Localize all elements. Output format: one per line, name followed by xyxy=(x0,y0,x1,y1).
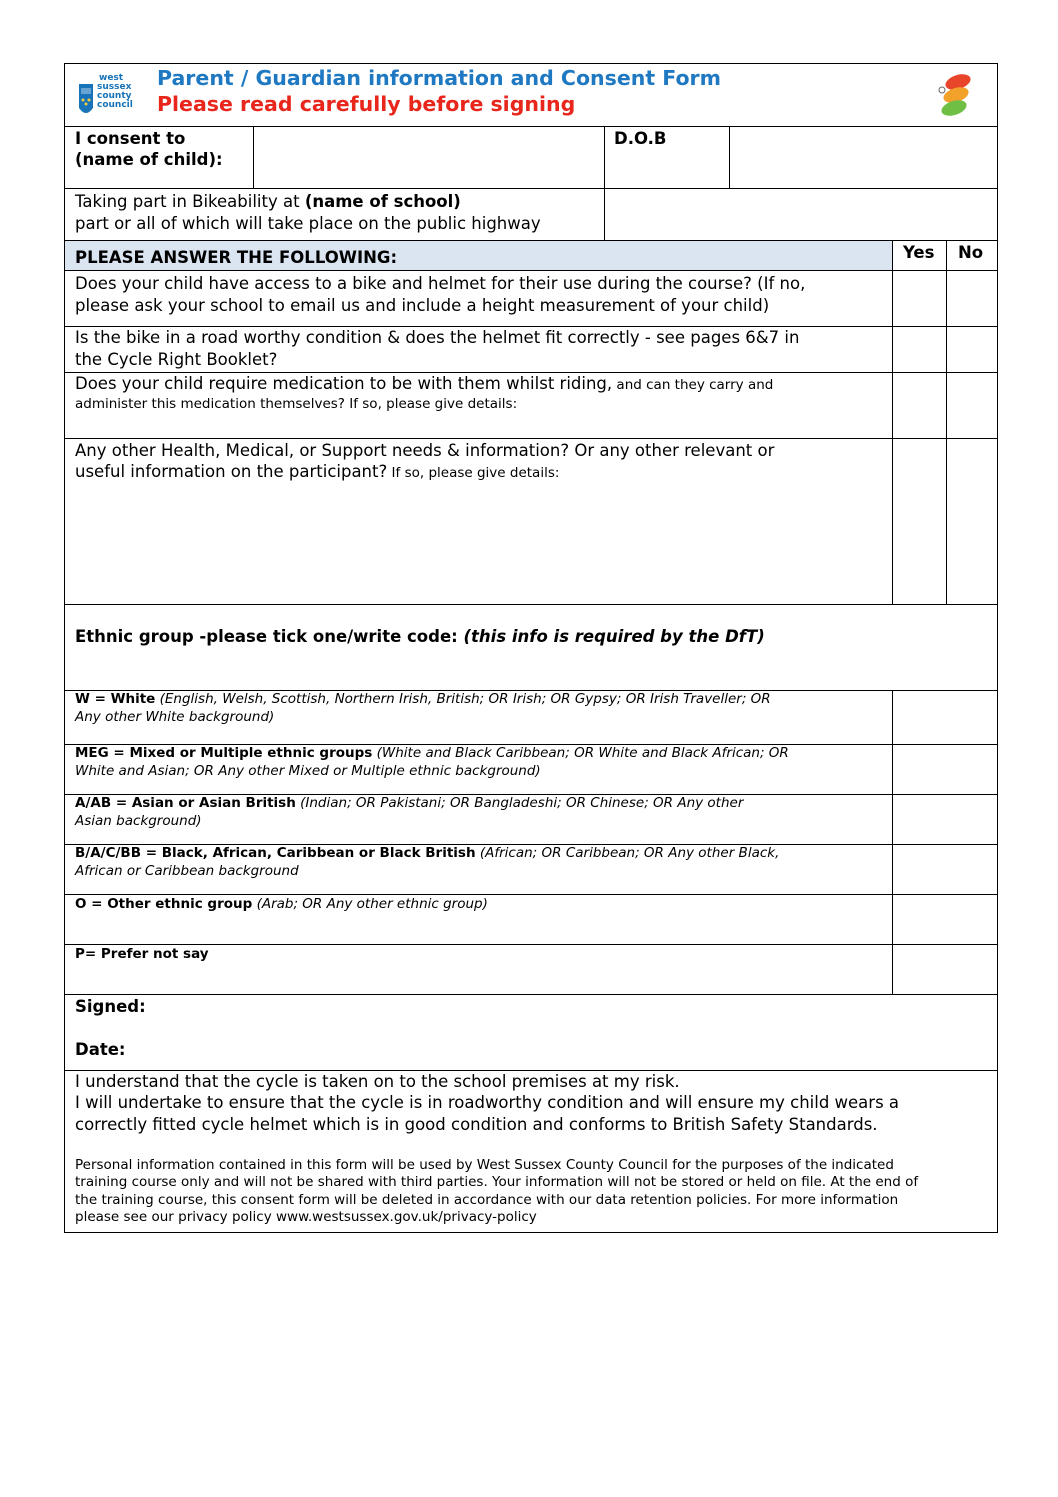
consent-label-line1: I consent to xyxy=(75,129,186,148)
ethnic-w-code: W = White xyxy=(75,691,156,707)
question-3-no-checkbox[interactable] xyxy=(948,374,996,438)
privacy-line2: training course only and will not be shared with third parties. Your information will not be stored or held on file. At the end of xyxy=(75,1174,919,1190)
ethnic-heading-main: Ethnic group -please tick one/write code: xyxy=(75,627,464,646)
school-line1-bold: (name of school) xyxy=(304,192,461,211)
ethnic-aab-tick-box[interactable] xyxy=(894,796,996,844)
school-field[interactable] xyxy=(606,189,995,239)
school-line2: part or all of which will take place on the public highway xyxy=(75,214,541,233)
ethnic-aab-code: A/AB = Asian or Asian British xyxy=(75,795,296,811)
ethnic-aab-line1 xyxy=(75,795,743,812)
ethnic-o-code: O = Other ethnic group xyxy=(75,896,253,912)
date-field[interactable] xyxy=(145,1034,995,1068)
question-2-no-checkbox[interactable] xyxy=(948,328,996,372)
ethnic-meg-tick-box[interactable] xyxy=(894,746,996,794)
ethnic-aab-line2: Asian background) xyxy=(75,813,202,829)
dob-label: D.O.B xyxy=(614,129,667,148)
ethnic-o-line1 xyxy=(75,896,488,913)
signature-field[interactable] xyxy=(155,996,995,1032)
logo-text-4: council xyxy=(97,100,133,110)
question-4-no-checkbox[interactable] xyxy=(948,440,996,604)
question-4-main: useful information on the participant? xyxy=(75,462,388,481)
ethnic-meg-line1 xyxy=(75,745,789,762)
ethnic-bacbb-tick-box[interactable] xyxy=(894,846,996,894)
yes-column-header: Yes xyxy=(903,243,935,262)
question-3-line1 xyxy=(75,374,773,395)
question-2-yes-checkbox[interactable] xyxy=(894,328,945,372)
school-line1 xyxy=(75,192,461,213)
ethnic-bacbb-line2: African or Caribbean background xyxy=(75,863,299,879)
ethnic-aab-desc: (Indian; OR Pakistani; OR Bangladeshi; OR Chinese; OR Any other xyxy=(295,795,744,811)
ethnic-meg-line2: White and Asian; OR Any other Mixed or Multiple ethnic background) xyxy=(75,763,541,779)
bikeability-badges-icon xyxy=(935,70,975,120)
ethnic-heading-italic: (this info is required by the DfT) xyxy=(463,627,765,646)
declaration-line1: I understand that the cycle is taken on to the school premises at my risk. xyxy=(75,1072,680,1091)
ethnic-meg-desc: (White and Black Caribbean; OR White and Black African; OR xyxy=(372,745,789,761)
consent-label-line2: (name of child): xyxy=(75,150,223,169)
form-subtitle: Please read carefully before signing xyxy=(157,92,576,116)
form-title: Parent / Guardian information and Consent Form xyxy=(157,66,722,90)
privacy-line3: the training course, this consent form will be deleted in accordance with our data retention policies. For more information xyxy=(75,1192,899,1208)
child-name-field[interactable] xyxy=(255,127,603,188)
declaration-line2: I will undertake to ensure that the cycle is in roadworthy condition and will ensure my child wears a xyxy=(75,1093,900,1112)
question-4-details-field[interactable] xyxy=(67,484,891,602)
question-4-yes-checkbox[interactable] xyxy=(894,440,945,604)
no-column-header: No xyxy=(958,243,984,262)
question-1-yes-checkbox[interactable] xyxy=(894,272,945,326)
question-3-yes-checkbox[interactable] xyxy=(894,374,945,438)
question-4-line2 xyxy=(75,462,559,483)
ethnic-p-line1: P= Prefer not say xyxy=(75,946,209,962)
privacy-line4: please see our privacy policy www.westsussex.gov.uk/privacy-policy xyxy=(75,1209,537,1225)
ethnic-bacbb-code: B/A/C/BB = Black, African, Caribbean or Black British xyxy=(75,845,476,861)
ethnic-w-tick-box[interactable] xyxy=(894,692,996,744)
ethnic-w-line1 xyxy=(75,691,771,708)
declaration-line3: correctly fitted cycle helmet which is in good condition and conforms to British Safety Standards. xyxy=(75,1115,878,1134)
privacy-line1: Personal information contained in this form will be used by West Sussex County Council for the purposes of the indicated xyxy=(75,1157,894,1173)
question-4-line1: Any other Health, Medical, or Support needs & information? Or any other relevant or xyxy=(75,441,775,460)
question-3-main: Does your child require medication to be with them whilst riding, xyxy=(75,374,613,393)
question-4-small: If so, please give details: xyxy=(387,465,560,481)
logo-text-3: county xyxy=(97,91,132,101)
ethnic-w-desc: (English, Welsh, Scottish, Northern Irish, British; OR Irish; OR Gypsy; OR Irish Traveller; OR xyxy=(155,691,771,707)
school-line1-prefix: Taking part in Bikeability at xyxy=(75,192,305,211)
consent-form xyxy=(64,63,998,1233)
question-3-small: and can they carry and xyxy=(612,377,774,393)
question-2-line1: Is the bike in a road worthy condition & does the helmet fit correctly - see pages 6&7 in xyxy=(75,328,800,347)
logo-text-2: sussex xyxy=(97,82,132,92)
ethnic-p-tick-box[interactable] xyxy=(894,946,996,994)
question-2-line2: the Cycle Right Booklet? xyxy=(75,350,278,369)
ethnic-bacbb-desc: (African; OR Caribbean; OR Any other Black, xyxy=(475,845,780,861)
logo-text-1: west xyxy=(99,73,124,83)
questions-heading: PLEASE ANSWER THE FOLLOWING: xyxy=(75,248,398,267)
question-1-no-checkbox[interactable] xyxy=(948,272,996,326)
ethnic-heading xyxy=(75,627,765,648)
signed-label: Signed: xyxy=(75,997,146,1016)
question-1-line2: please ask your school to email us and include a height measurement of your child) xyxy=(75,296,770,315)
ethnic-o-desc: (Arab; OR Any other ethnic group) xyxy=(252,896,488,912)
question-1-line1: Does your child have access to a bike and helmet for their use during the course? (If no, xyxy=(75,274,806,293)
ethnic-w-line2: Any other White background) xyxy=(75,709,275,725)
ethnic-bacbb-line1 xyxy=(75,845,779,862)
question-3-line2: administer this medication themselves? If so, please give details: xyxy=(75,396,518,412)
ethnic-meg-code: MEG = Mixed or Multiple ethnic groups xyxy=(75,745,373,761)
dob-field[interactable] xyxy=(731,127,995,188)
date-label: Date: xyxy=(75,1040,126,1059)
ethnic-o-tick-box[interactable] xyxy=(894,896,996,944)
